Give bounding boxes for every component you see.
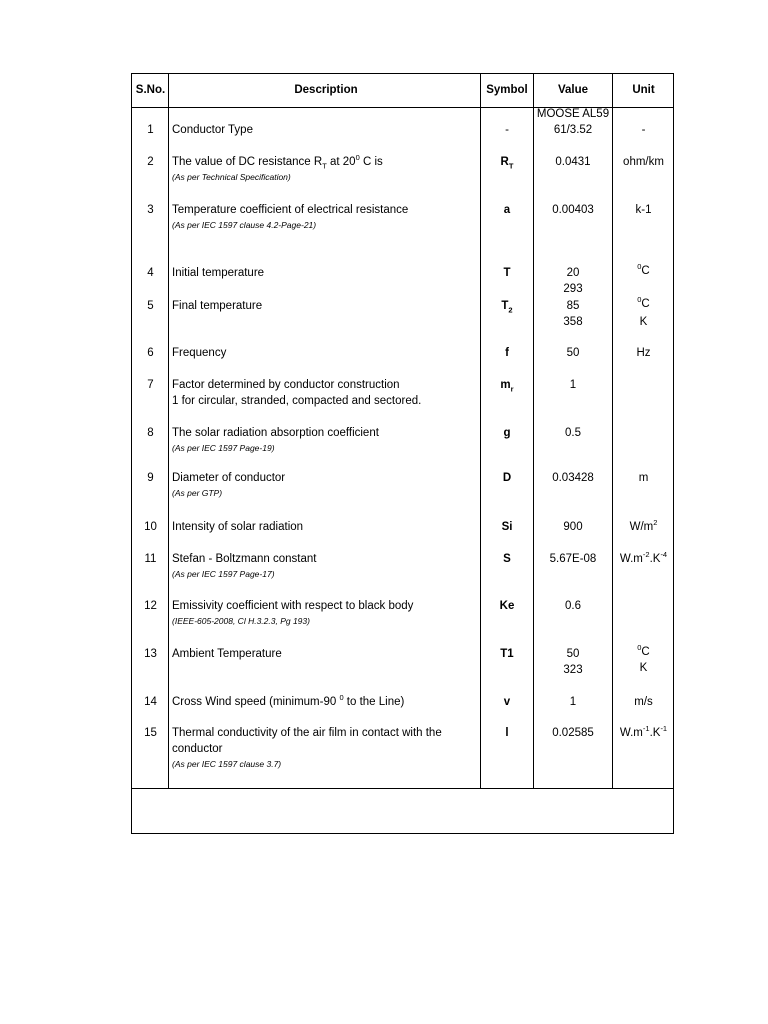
row-10-sno: 10: [144, 521, 157, 533]
row-13-unit-line2: K: [639, 662, 648, 674]
row-8-symbol: g: [503, 427, 511, 439]
row-5-symbol-main: T: [501, 300, 509, 312]
header-symbol: Symbol: [486, 84, 528, 96]
row-13-value-line2: 323: [563, 664, 583, 676]
row-14-sno: 14: [144, 696, 157, 708]
row-2-note: (As per Technical Specification): [172, 172, 291, 182]
header-sno: S.No.: [135, 84, 166, 96]
row-3-description: [172, 202, 472, 232]
table-bottom-divider: [132, 788, 673, 789]
row-14-desc-sup: 0: [339, 693, 344, 703]
row-11-unit-b: .K: [649, 553, 661, 565]
row-1-symbol: -: [505, 124, 509, 136]
row-15-desc-line2: conductor: [172, 743, 223, 755]
row-3-sno: 3: [147, 204, 154, 216]
row-4-unit-main: C: [641, 265, 650, 277]
row-2-desc-a: The value of DC resistance R: [172, 156, 323, 168]
row-11-unit: [613, 551, 674, 567]
row-7-desc-line1: Factor determined by conductor construction: [172, 379, 400, 391]
row-4-unit-sup: 0: [637, 262, 642, 272]
row-1-value-line1: MOOSE AL59: [536, 108, 610, 120]
row-13-unit: [613, 644, 674, 676]
row-1-value: [534, 106, 612, 138]
row-9-unit: m: [638, 472, 649, 484]
row-4-value-line2: 293: [563, 283, 583, 295]
row-2-unit: ohm/km: [623, 156, 664, 168]
row-11-note: (As per IEC 1597 Page-17): [172, 569, 275, 579]
row-13-value: [534, 646, 612, 678]
row-8-value: 0.5: [565, 427, 581, 439]
row-4-value: [534, 265, 612, 297]
row-2-desc-c: C is: [359, 156, 383, 168]
row-3-unit: k-1: [635, 204, 652, 216]
row-8-description: [172, 425, 472, 455]
row-1-sno: 1: [147, 124, 154, 136]
row-9-symbol: D: [502, 472, 512, 484]
row-7-symbol: [481, 377, 533, 393]
row-6-symbol: f: [505, 347, 509, 359]
row-7-desc-line2: 1 for circular, stranded, compacted and sectored.: [172, 395, 422, 407]
row-5-unit-line1: [613, 296, 674, 312]
row-6-value: 50: [566, 347, 580, 359]
row-7-symbol-sub: r: [510, 384, 514, 394]
row-5-symbol: [481, 298, 533, 314]
row-10-unit-sup: 2: [653, 518, 658, 528]
row-8-sno: 8: [147, 427, 154, 439]
row-5-unit-sup: 0: [637, 295, 642, 305]
row-2-value: 0.0431: [555, 156, 591, 168]
row-15-unit-sup1: -1: [642, 724, 650, 734]
row-14-symbol: v: [503, 696, 511, 708]
row-4-sno: 4: [147, 267, 154, 279]
row-8-desc-text: The solar radiation absorption coefficient: [172, 427, 379, 439]
row-2-desc-b: at 20: [326, 156, 356, 168]
row-2-description: [172, 154, 472, 184]
row-10-description: Intensity of solar radiation: [172, 521, 304, 533]
row-2-desc-sup: 0: [355, 153, 360, 163]
row-13-value-line1: 50: [566, 648, 580, 660]
row-7-value: 1: [569, 379, 577, 391]
row-11-desc-text: Stefan - Boltzmann constant: [172, 553, 317, 565]
row-2-symbol-sub: T: [508, 161, 514, 171]
row-15-unit-b: .K: [649, 727, 661, 739]
row-11-unit-a: W.m: [619, 553, 643, 565]
row-3-note: (As per IEC 1597 clause 4.2-Page-21): [172, 220, 317, 230]
column-divider: [612, 74, 613, 789]
row-3-value: 0.00403: [552, 204, 594, 216]
row-15-desc-line1: Thermal conductivity of the air film in contact with the: [172, 727, 442, 739]
row-15-value: 0.02585: [552, 727, 594, 739]
row-14-desc-a: Cross Wind speed (minimum-90: [172, 696, 340, 708]
row-10-unit: [613, 519, 674, 535]
row-12-value: 0.6: [565, 600, 581, 612]
row-11-sno: 11: [144, 553, 157, 565]
row-11-symbol: S: [503, 553, 511, 565]
row-14-desc-b: to the Line): [343, 696, 405, 708]
row-6-unit: Hz: [636, 347, 651, 359]
parameter-table: [131, 73, 674, 834]
row-14-value: 1: [569, 696, 577, 708]
row-2-sno: 2: [147, 156, 154, 168]
row-7-sno: 7: [147, 379, 154, 391]
row-10-unit-main: W/m: [629, 521, 654, 533]
row-14-description: [172, 694, 472, 710]
row-15-note: (As per IEC 1597 clause 3.7): [172, 759, 282, 769]
row-7-description: [172, 377, 472, 409]
row-5-unit: [613, 296, 674, 330]
row-2-symbol: [481, 154, 533, 170]
row-11-description: [172, 551, 472, 581]
row-3-desc-text: Temperature coefficient of electrical resistance: [172, 204, 409, 216]
row-12-sno: 12: [144, 600, 157, 612]
row-12-description: [172, 598, 472, 628]
row-5-description: Final temperature: [172, 300, 263, 312]
row-5-value-line2: 358: [563, 316, 583, 328]
row-2-desc-sub: T: [322, 161, 327, 171]
row-9-desc-text: Diameter of conductor: [172, 472, 286, 484]
row-7-symbol-main: m: [500, 379, 511, 391]
row-6-sno: 6: [147, 347, 154, 359]
row-1-value-line2: 61/3.52: [553, 124, 593, 136]
row-12-symbol: Ke: [499, 600, 515, 612]
header-unit: Unit: [632, 84, 655, 96]
row-5-value-line1: 85: [566, 300, 580, 312]
row-1-description: Conductor Type: [172, 124, 253, 136]
row-15-description: [172, 725, 472, 771]
row-2-symbol-main: R: [500, 156, 509, 168]
row-4-description: Initial temperature: [172, 267, 265, 279]
row-5-unit-line2: K: [639, 316, 648, 328]
row-14-unit: m/s: [634, 696, 653, 708]
row-12-desc-text: Emissivity coefficient with respect to black body: [172, 600, 414, 612]
row-11-value: 5.67E-08: [549, 553, 597, 565]
row-9-value: 0.03428: [552, 472, 594, 484]
row-15-unit-a: W.m: [619, 727, 643, 739]
row-11-unit-sup1: -2: [642, 550, 650, 560]
row-15-unit: [613, 725, 674, 741]
row-6-description: Frequency: [172, 347, 227, 359]
row-15-symbol: l: [505, 727, 509, 739]
row-13-unit-main: C: [641, 646, 650, 658]
row-3-symbol: a: [503, 204, 511, 216]
row-10-value: 900: [563, 521, 583, 533]
row-4-value-line1: 20: [566, 267, 580, 279]
row-10-symbol: Si: [501, 521, 513, 533]
header-value: Value: [557, 84, 589, 96]
row-5-symbol-sub: 2: [508, 305, 513, 315]
row-13-description: Ambient Temperature: [172, 648, 282, 660]
row-11-unit-sup2: -4: [660, 550, 668, 560]
row-9-note: (As per GTP): [172, 488, 223, 498]
row-5-unit-main: C: [641, 298, 650, 310]
row-13-unit-sup: 0: [637, 643, 642, 653]
row-1-unit: -: [641, 124, 646, 136]
row-9-description: [172, 470, 472, 500]
row-15-sno: 15: [144, 727, 157, 739]
row-4-symbol: T: [503, 267, 511, 279]
row-13-unit-line1: [613, 644, 674, 660]
row-13-symbol: T1: [500, 648, 514, 660]
row-13-sno: 13: [144, 648, 157, 660]
header-description: Description: [294, 84, 358, 96]
row-5-sno: 5: [147, 300, 154, 312]
row-8-note: (As per IEC 1597 Page-19): [172, 443, 275, 453]
row-4-unit: [613, 263, 674, 279]
row-9-sno: 9: [147, 472, 154, 484]
row-12-note: (IEEE-605-2008, Cl H.3.2.3, Pg 193): [172, 616, 310, 626]
row-15-unit-sup2: -1: [660, 724, 668, 734]
row-5-value: [534, 298, 612, 330]
